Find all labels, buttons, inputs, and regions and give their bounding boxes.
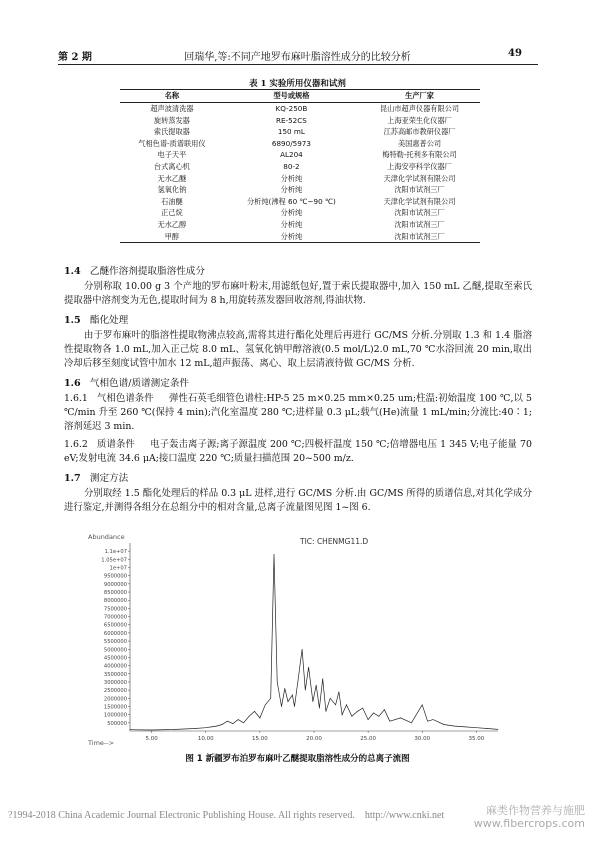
- trace-label: TIC: CHENMG11.D: [300, 537, 369, 546]
- y-tick-label: 1000000: [103, 712, 127, 719]
- copyright-footer: [8, 810, 444, 821]
- table-cell-maker: 天津化学试剂有限公司: [383, 173, 456, 183]
- page-number: 49: [508, 48, 522, 59]
- running-title: 回瑞华,等:不同产地罗布麻叶脂溶性成分的比较分析: [184, 52, 411, 63]
- y-tick-label: 5000000: [103, 647, 127, 654]
- subsection-text: 电子轰击离子源;离子源温度 200 ℃;四极杆温度 150 ℃;倍增器电压 1 345 V;电子能量 70 eV;发射电流 34.6 μA;接口温度 220 ℃;质量扫描范围 20~500 m/z.: [64, 439, 532, 465]
- data-point: [130, 729, 131, 730]
- table-cell-maker: 江苏高邮市教研仪器厂: [383, 127, 456, 137]
- x-tick-label: 30.00: [414, 736, 431, 742]
- table-cell-model: 分析纯: [224, 231, 359, 243]
- section-1-5-body: 由于罗布麻叶的脂溶性提取物沸点较高,需将其进行酯化处理后再进行 GC/MS 分析.分别取 1.3 和 1.4 脂溶性提取物各 1.0 mL,加入正己烷 8.0 mL、氢氧化钠甲醇溶液(0.5 mol/L)2.0 mL,70 ℃水浴回流 20 min,取出冷却后移至刻度试管中加水 12 mL,超声振荡、离心、取上层清液待做 GC/MS 分析.: [64, 330, 532, 370]
- section-1-7-heading: [64, 472, 128, 486]
- table-row: [120, 103, 480, 115]
- data-point: [211, 727, 212, 728]
- x-tick-label: 15.00: [252, 736, 268, 742]
- tic-trace: [130, 554, 498, 730]
- table-cell-model: 分析纯: [280, 219, 303, 229]
- data-point: [308, 667, 309, 668]
- table-cell-model: 150 mL: [277, 127, 305, 137]
- data-point: [373, 713, 374, 714]
- data-point: [389, 721, 390, 722]
- y-tick-label: 9000000: [103, 581, 127, 588]
- y-tick-label: 4500000: [103, 655, 127, 662]
- data-point: [216, 726, 217, 727]
- table-cell-name: 气相色谱-质谱联用仪: [138, 138, 206, 148]
- data-point: [427, 721, 428, 722]
- data-point: [357, 711, 358, 712]
- data-point: [302, 649, 303, 650]
- data-point: [294, 706, 295, 707]
- table-cell-maker: 昆山市超声仪器有限公司: [379, 104, 460, 113]
- section-1-5-heading: [64, 314, 128, 328]
- y-tick-label: 4000000: [103, 663, 127, 670]
- data-point: [326, 711, 327, 712]
- data-point: [288, 701, 289, 702]
- x-tick-label: 20.00: [306, 736, 322, 742]
- copyright-text: ?1994-2018 China Academic Journal Electronic Publishing House. All rights reserved.: [8, 810, 355, 821]
- table-cell-model: 分析纯: [280, 185, 303, 195]
- section-title: 测定方法: [89, 473, 129, 484]
- y-tick-label: 5500000: [103, 639, 127, 646]
- data-point: [379, 716, 380, 717]
- subsection-text: 弹性石英毛细管色谱柱:HP-5 25 m×0.25 mm×0.25 um;柱温:初始温度 100 ℃,以 5 ℃/min 升至 260 ℃(保持 4 min);汽化室温度 280 ℃;进样量 0.3 μL;载气(He)流量 1 mL/min;分流比:40∶1;溶剂延迟 3 min.: [64, 393, 532, 433]
- table-row: [120, 219, 480, 231]
- y-tick-label: 3000000: [103, 679, 127, 686]
- data-point: [465, 727, 466, 728]
- y-tick-label: 8500000: [103, 590, 127, 597]
- table-cell-maker: 沈阳市试剂三厂: [394, 185, 445, 195]
- data-point: [222, 724, 223, 725]
- section-title: 酯化处理: [89, 315, 129, 326]
- data-point: [342, 714, 343, 715]
- data-point: [335, 704, 336, 705]
- data-point: [316, 685, 317, 686]
- table-cell-maker: 天津化学试剂有限公司: [383, 196, 456, 206]
- table-row: [120, 196, 480, 208]
- subsection-number: 1.6.2: [64, 439, 88, 450]
- table-header-model: 型号或规格: [224, 90, 359, 103]
- y-tick-label: 7000000: [103, 614, 127, 621]
- section-1-4-heading: [64, 265, 205, 279]
- y-tick-label: 7500000: [103, 606, 127, 613]
- data-point: [260, 718, 261, 719]
- table-cell-name: 索氏提取器: [153, 127, 190, 137]
- table-cell-name: 旋转蒸发器: [153, 115, 190, 125]
- data-point: [498, 729, 499, 730]
- table-cell-model: 80-2: [283, 161, 300, 171]
- table-cell-name: 正己烷: [161, 208, 183, 218]
- chromatogram-chart: [88, 533, 508, 748]
- data-point: [330, 698, 331, 699]
- data-point: [281, 706, 282, 707]
- issue-number: 第 2 期: [58, 52, 92, 63]
- data-point: [476, 727, 477, 728]
- table-cell-model: 分析纯: [280, 208, 303, 218]
- table-title: 表 1 实验所用仪器和试剂: [249, 79, 346, 89]
- y-tick-label: 6000000: [103, 630, 127, 637]
- table-cell-name: 台式离心机: [153, 161, 190, 171]
- y-axis-title: Abundance: [88, 533, 125, 541]
- data-point: [270, 698, 271, 699]
- data-point: [454, 726, 455, 727]
- data-point: [254, 711, 255, 712]
- data-point: [173, 729, 174, 730]
- y-tick-label: 3500000: [103, 671, 127, 678]
- data-point: [151, 730, 152, 731]
- watermark-text: 麻类作物营养与施肥: [486, 804, 585, 817]
- table-row: [120, 184, 480, 196]
- table-cell-maker: 上海安亭科学仪器厂: [387, 161, 452, 171]
- table-row: [120, 149, 480, 161]
- data-point: [284, 688, 285, 689]
- section-1-4-body: 分别称取 10.00 g 3 个产地的罗布麻叶粉末,用滤纸包好,置于索氏提取器中,加入 150 mL 乙醚,提取至索氏提取器中溶剂变为无色,提取时间为 8 h,用旋转蒸发器回收溶剂,得油状物.: [64, 281, 532, 307]
- instrument-table: [120, 89, 480, 243]
- data-point: [195, 728, 196, 729]
- table-row: [120, 126, 480, 138]
- section-title: 乙醚作溶剂提取脂溶性成分: [89, 266, 205, 277]
- data-point: [205, 727, 206, 728]
- y-tick-label: 6500000: [103, 622, 127, 629]
- table-header-maker: 生产厂家: [359, 90, 480, 103]
- table-cell-name: 电子天平: [157, 150, 187, 160]
- table-cell-name: 超声波清洗器: [150, 104, 194, 113]
- table-cell-maker: 沈阳市试剂三厂: [394, 208, 445, 218]
- table-cell-name: 无水乙醇: [157, 219, 187, 229]
- section-1-7-body: 分别取经 1.5 酯化处理后的样品 0.3 μL 进样,进行 GC/MS 分析.由 GC/MS 所得的质谱信息,对其化学成分进行鉴定,并测得各组分在总组分中的相对含量,总离子流量图见图 1~图 6.: [64, 488, 532, 514]
- y-tick-label: 2000000: [103, 696, 127, 703]
- data-point: [238, 719, 239, 720]
- table-cell-maker: 沈阳市试剂三厂: [359, 231, 480, 243]
- section-1-6-2-body: [64, 438, 532, 466]
- y-tick-label: 9500000: [103, 573, 127, 580]
- data-point: [184, 729, 185, 730]
- figure-caption: 图 1 新疆罗布泊罗布麻叶乙醚提取脂溶性成分的总离子流图: [185, 754, 410, 764]
- subsection-label: 质谱条件: [97, 439, 135, 450]
- section-title: 气相色谱/质谱测定条件: [89, 378, 190, 389]
- table-cell-model: RE-52CS: [275, 115, 307, 125]
- data-point: [297, 682, 298, 683]
- table-cell-maker: 沈阳市试剂三厂: [394, 219, 445, 229]
- table-row: [120, 161, 480, 173]
- section-number: 1.6: [64, 378, 81, 389]
- data-point: [292, 695, 293, 696]
- data-point: [368, 719, 369, 720]
- y-tick-label: 1.05e+07: [101, 557, 127, 564]
- data-point: [265, 704, 266, 705]
- x-tick-label: 10.00: [197, 736, 214, 742]
- data-point: [422, 704, 423, 705]
- table-cell-maker: 上海亚荣生化仪器厂: [387, 115, 452, 125]
- table-cell-model: 分析纯: [280, 173, 303, 183]
- x-axis-title: Time-->: [88, 739, 115, 747]
- data-point: [232, 723, 233, 724]
- table-header-name: 名称: [120, 90, 224, 103]
- data-point: [346, 704, 347, 705]
- data-point: [277, 682, 278, 683]
- section-number: 1.7: [64, 473, 81, 484]
- section-number: 1.5: [64, 315, 81, 326]
- table-row: [120, 231, 480, 243]
- table-row: [120, 207, 480, 219]
- data-point: [249, 716, 250, 717]
- section-1-6-heading: [64, 377, 189, 391]
- source-url: http://www.cnki.net: [364, 810, 445, 821]
- subsection-label: 气相色谱条件: [97, 393, 154, 404]
- data-point: [352, 716, 353, 717]
- y-tick-label: 8000000: [103, 598, 127, 605]
- table-cell-name: 石油醚: [161, 196, 183, 206]
- y-tick-label: 1e+07: [109, 565, 127, 572]
- header-rule: [58, 64, 538, 65]
- table-cell-model: KQ-250B: [275, 104, 308, 113]
- watermark: [474, 804, 585, 830]
- data-point: [319, 708, 320, 709]
- x-tick-label: 35.00: [468, 736, 485, 742]
- x-tick-label: 5.00: [145, 736, 158, 742]
- data-point: [339, 691, 340, 692]
- table-cell-model: AL204: [280, 150, 303, 160]
- table-row: [120, 115, 480, 127]
- data-point: [305, 690, 306, 691]
- data-point: [362, 708, 363, 709]
- data-point: [274, 554, 275, 555]
- x-tick-label: 25.00: [360, 736, 376, 742]
- data-point: [243, 722, 244, 723]
- data-point: [411, 722, 412, 723]
- table-cell-maker: 梅特勒-托利多有限公司: [382, 150, 457, 160]
- table-cell-name: 甲醇: [120, 231, 224, 243]
- table-cell-name: 无水乙醚: [157, 173, 187, 183]
- y-tick-label: 1.1e+07: [104, 549, 127, 556]
- data-point: [322, 678, 323, 679]
- table-cell-name: 氢氧化钠: [157, 185, 187, 195]
- watermark-url: www.fibercrops.com: [473, 817, 585, 830]
- table-cell-maker: 美国惠普公司: [397, 138, 442, 148]
- y-tick-label: 1500000: [103, 704, 127, 711]
- data-point: [313, 701, 314, 702]
- data-point: [384, 709, 385, 710]
- table-cell-model: 分析纯(沸程 60 ℃~90 ℃): [246, 196, 336, 206]
- data-point: [487, 728, 488, 729]
- data-point: [227, 721, 228, 722]
- data-point: [400, 718, 401, 719]
- section-1-6-1-body: [64, 392, 532, 435]
- table-row: [120, 173, 480, 185]
- y-tick-label: 500000: [107, 720, 127, 727]
- data-point: [433, 719, 434, 720]
- table-cell-model: 6890/5973: [271, 138, 311, 148]
- section-number: 1.4: [64, 266, 81, 277]
- data-point: [444, 724, 445, 725]
- subsection-number: 1.6.1: [64, 393, 88, 404]
- y-tick-label: 2500000: [103, 688, 127, 695]
- table-row: [120, 138, 480, 150]
